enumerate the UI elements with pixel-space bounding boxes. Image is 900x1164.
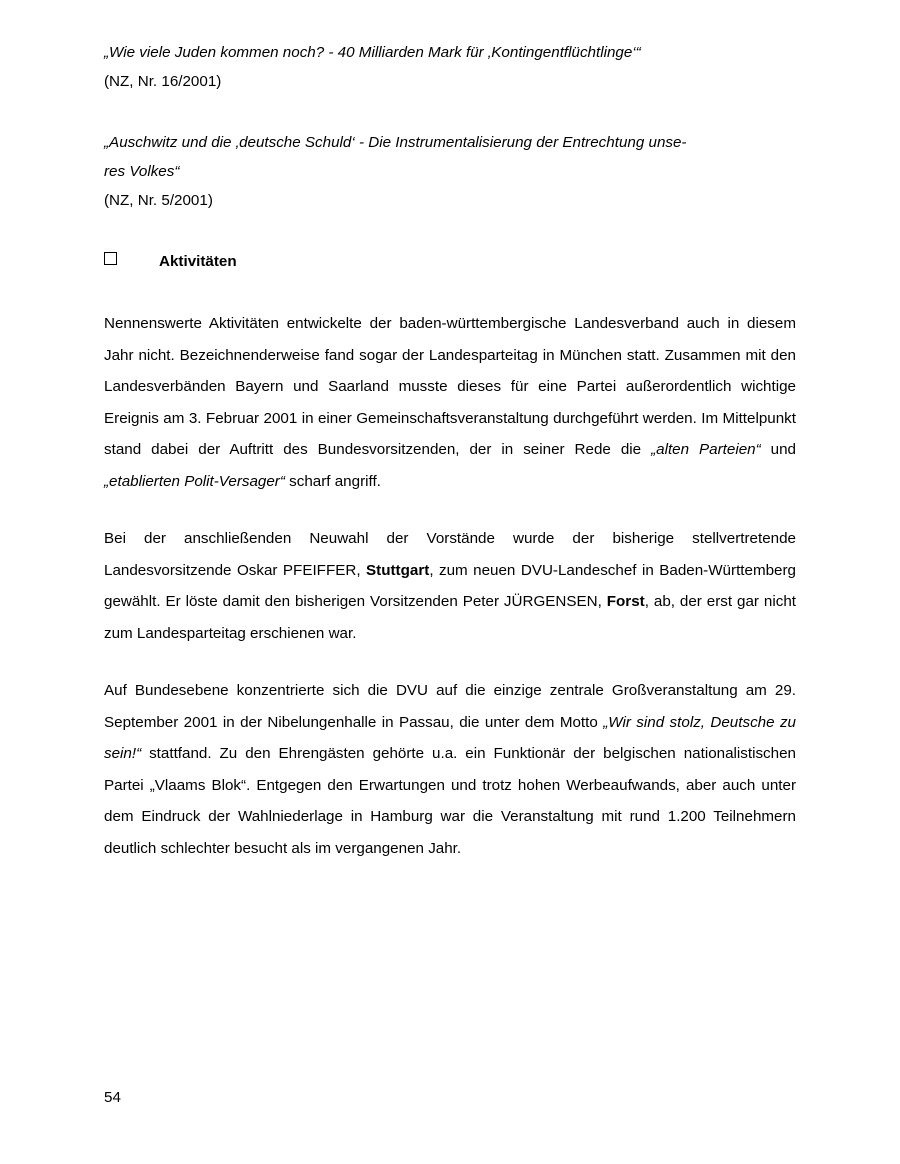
spacer <box>104 98 796 128</box>
paragraph-3-text-2: stattfand. Zu den Ehrengästen gehörte u.a. ein Funktionär der belgischen nationalistischen Partei „Vlaams Blok“. Entgegen den Erwartungen und trotz hohen Werbeaufwands, aber auch unter dem Eindruck der Wahlniederlage in Hamburg war die Veranstaltung mit rund 1.200 Teilnehmern deutlich schlechter besucht als im vergangenen Jahr. <box>104 745 796 857</box>
section-heading <box>104 247 796 276</box>
quote-block-2 <box>104 128 796 215</box>
quote-source: (NZ, Nr. 5/2001) <box>104 192 213 209</box>
quote-text-line-2: res Volkes“ <box>104 163 180 180</box>
paragraph-1-italic-1: „alten Parteien“ <box>651 441 761 458</box>
paragraph-2-bold-2: Forst <box>606 593 645 610</box>
paragraph-1 <box>104 308 796 497</box>
paragraph-3-italic-1: „Wir sind stolz, Deutsche zu sein!“ <box>104 713 796 762</box>
paragraph-1-text-1: Nennenswerte Aktivitäten entwickelte der baden-württembergische Landesverband auch in diesem Jahr nicht. Bezeichnenderweise fand sogar der Landesparteitag in München statt. Zusammen mit den Landesverbänden Bayern und Saarland musste dieses für eine Partei außerordentlich wichtige Ereignis am 3. Februar 2001 in einer Gemeinschaftsveranstaltung durchgeführt werden. Im Mittelpunkt stand dabei der Auftritt des Bundesvorsitzenden, der in seiner Rede die <box>104 315 796 458</box>
page-number: 54 <box>104 1089 121 1106</box>
spacer <box>104 217 796 247</box>
quote-source: (NZ, Nr. 16/2001) <box>104 73 222 90</box>
paragraph-3-text-1: Auf Bundesebene konzentrierte sich die DVU auf die einzige zentrale Großveranstaltung am 29. September 2001 in der Nibelungenhalle in Passau, die unter dem Motto <box>104 682 796 731</box>
paragraph-2-text-3: , ab, der erst gar nicht zum Landesparteitag erschienen war. <box>104 593 796 642</box>
square-bullet-icon <box>104 252 117 265</box>
section-heading-label: Aktivitäten <box>159 253 237 270</box>
paragraph-2 <box>104 523 796 649</box>
paragraph-1-text-3: scharf angriff. <box>284 472 381 490</box>
paragraph-2-bold-1: Stuttgart <box>366 561 430 579</box>
quote-text-line-1: „Auschwitz und die ‚deutsche Schuld‘ - Die Instrumentalisierung der Entrechtung unse- <box>104 134 687 151</box>
quote-text: „Wie viele Juden kommen noch? - 40 Milliarden Mark für ‚Kontingentflüchtlinge‘“ <box>104 44 641 61</box>
paragraph-2-text-2: , zum neuen DVU-Landeschef in Baden-Württemberg gewählt. Er löste damit den bisherigen Vorsitzenden Peter JÜRGENSEN, <box>104 561 796 610</box>
quote-block-1 <box>104 38 796 96</box>
paragraph-1-italic-2: „etablierten Polit-Versager“ <box>104 472 285 490</box>
paragraph-1-text-2: und <box>760 441 796 458</box>
paragraph-2-text-1: Bei der anschließenden Neuwahl der Vorstände wurde der bisherige stellvertretende Landesvorsitzende Oskar PFEIFFER, <box>104 530 796 579</box>
paragraph-3 <box>104 675 796 864</box>
spacer <box>104 276 796 308</box>
